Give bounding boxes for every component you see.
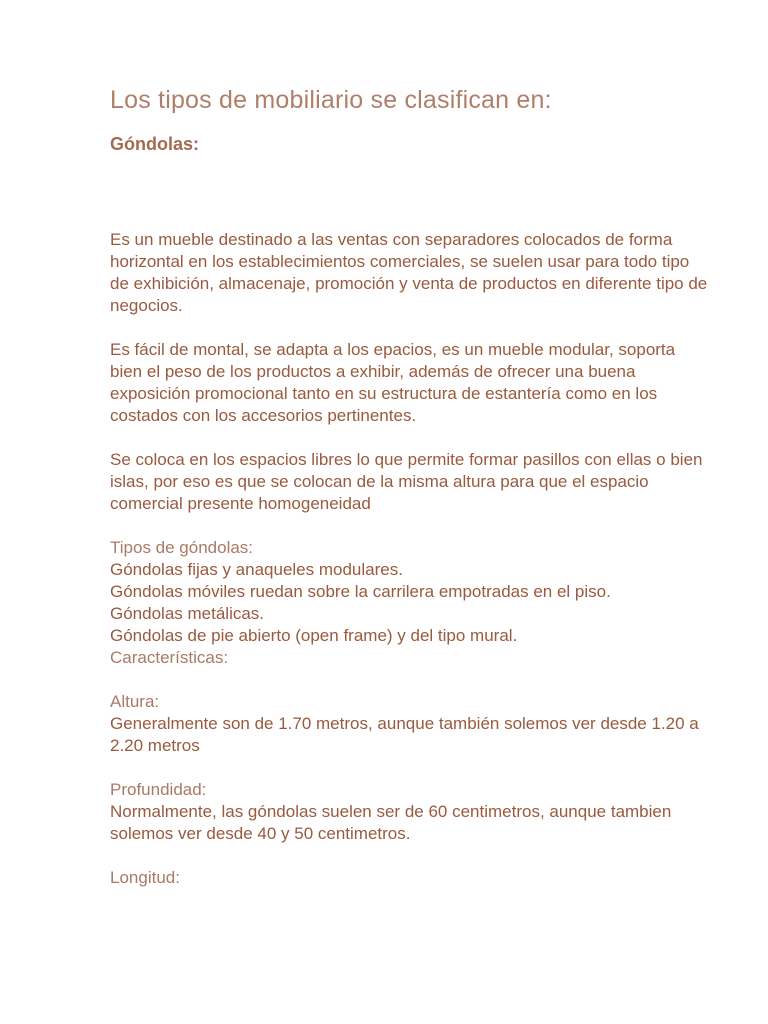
paragraph-description: Es un mueble destinado a las ventas con separadores colocados de forma horizontal en los establecimientos comerciales, se suelen usar para todo tipo de exhibición, almacenaje, promoción y venta de productos en diferente tipo de negocios. bbox=[110, 230, 708, 315]
altura-text: Generalmente son de 1.70 metros, aunque también solemos ver desde 1.20 a 2.20 metros bbox=[110, 714, 699, 755]
profundidad-text: Normalmente, las góndolas suelen ser de 60 centimetros, aunque tambien solemos ver desde 40 y 50 centimetros. bbox=[110, 802, 672, 843]
longitud-heading: Longitud: bbox=[110, 868, 180, 887]
document-body bbox=[110, 229, 710, 911]
types-section bbox=[110, 537, 710, 669]
types-item: Góndolas de pie abierto (open frame) y del tipo mural. bbox=[110, 626, 518, 645]
types-heading: Tipos de góndolas: bbox=[110, 538, 254, 557]
paragraph-features: Es fácil de montal, se adapta a los epacios, es un mueble modular, soporta bien el peso de los productos a exhibir, además de ofrecer una buena exposición promocional tanto en su estructura de estantería como en los costados con los accesorios pertinentes. bbox=[110, 340, 676, 425]
types-item: Góndolas metálicas. bbox=[110, 604, 265, 623]
profundidad-heading: Profundidad: bbox=[110, 780, 207, 799]
altura-heading: Altura: bbox=[110, 692, 160, 711]
page-title: Los tipos de mobiliario se clasifican en: bbox=[110, 86, 552, 114]
paragraph-placement: Se coloca en los espacios libres lo que permite formar pasillos con ellas o bien islas, por eso es que se colocan de la misma altura para que el espacio comercial presente homogeneidad bbox=[110, 450, 703, 513]
altura-section bbox=[110, 691, 710, 757]
types-item: Góndolas fijas y anaqueles modulares. bbox=[110, 560, 403, 579]
section-subtitle: Góndolas: bbox=[110, 134, 199, 154]
characteristics-heading: Características: bbox=[110, 648, 229, 667]
types-item: Góndolas móviles ruedan sobre la carrilera empotradas en el piso. bbox=[110, 582, 611, 601]
longitud-section bbox=[110, 867, 710, 889]
profundidad-section bbox=[110, 779, 710, 845]
